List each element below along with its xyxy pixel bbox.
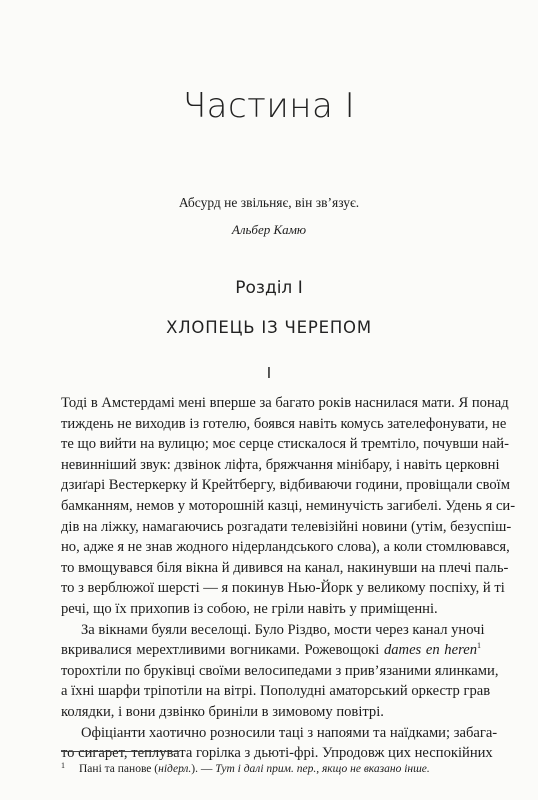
text-line: невинніший звук: дзвінок ліфта, бряжчання мінібару, і навіть церковні xyxy=(61,456,500,473)
section-number: І xyxy=(266,364,272,382)
chapter-title: ХЛОПЕЦЬ ІЗ ЧЕРЕПОМ xyxy=(166,318,372,337)
text-fragment: вкривалися мерехтливими вогниками. Рожевощокі xyxy=(61,642,380,659)
part-title: Частина І xyxy=(182,86,356,126)
epigraph xyxy=(0,193,538,239)
text-line: речі, що їх прихопив із собою, не гріли навіть у приміщенні. xyxy=(61,600,438,617)
footnote xyxy=(61,758,491,777)
text-line: дзиґарі Вестеркерку й Крейтбергу, відбиваючи години, провіщали своїм xyxy=(61,477,510,494)
body-text xyxy=(61,393,516,764)
text-line: то з верблюжої шерсті — я покинув Нью-Йорк у великому поспіху, й ті xyxy=(61,580,505,597)
text-line: За вікнами буяли веселощі. Було Різдво, мости через канал уночі xyxy=(81,621,485,638)
footnote-ref: 1 xyxy=(477,641,481,651)
foreign-phrase: dames en heren xyxy=(383,642,477,659)
text-line: дів на ліжку, намагаючись розгадати телевізійні новини (утім, безуспіш- xyxy=(61,518,512,535)
text-line: Офіціанти хаотично розносили таці з напоями та наїдками; забага- xyxy=(81,724,498,741)
text-line xyxy=(61,640,481,661)
epigraph-quote: Абсурд не звільняє, він зв’язує. xyxy=(178,195,360,210)
text-line: колядки, і вони дзвінко бриніли в зимовому повітрі. xyxy=(61,703,384,720)
text-line: то сигарет, теплувата горілка з дьюті-фрі. Упродовж цих неспокійних xyxy=(61,745,493,762)
text-line: те що вийти на вулицю; моє серце стискалося й тремтіло, почувши най- xyxy=(61,436,509,453)
footnote-divider xyxy=(61,751,179,752)
footnote-text: ). — xyxy=(191,763,216,775)
text-line: Тоді в Амстердамі мені вперше за багато років наснилася мати. Я понад xyxy=(61,395,509,411)
text-line: то вмощувався біля вікна й дивився на канал, накинувши на плечі паль- xyxy=(61,559,509,576)
footnote-lang: нідерл. xyxy=(158,763,192,775)
text-line: тиждень не виходив із готелю, боявся навіть комусь зателефонувати, не xyxy=(61,415,507,432)
footnote-mark: 1 xyxy=(61,761,65,770)
text-line: бамканням, немов у моторошній казці, неминучість загибелі. Удень я си- xyxy=(61,497,516,514)
chapter-number: Розділ І xyxy=(235,278,303,298)
text-line: но, адже я не знав жодного нідерландського слова), а коли стомлювався, xyxy=(61,539,510,556)
footnote-text: Пані та панове ( xyxy=(79,763,159,775)
text-line: а їхні шарфи тріпотіли на вітрі. Пополудні аматорський оркестр грав xyxy=(61,683,491,700)
text-line: торохтіли по бруківці своїми велосипедами з прив’язаними ялинками, xyxy=(61,662,499,679)
footnote-note: Тут і далі прим. пер., якщо не вказано інше. xyxy=(215,763,430,775)
epigraph-author: Альбер Камю xyxy=(231,222,307,237)
